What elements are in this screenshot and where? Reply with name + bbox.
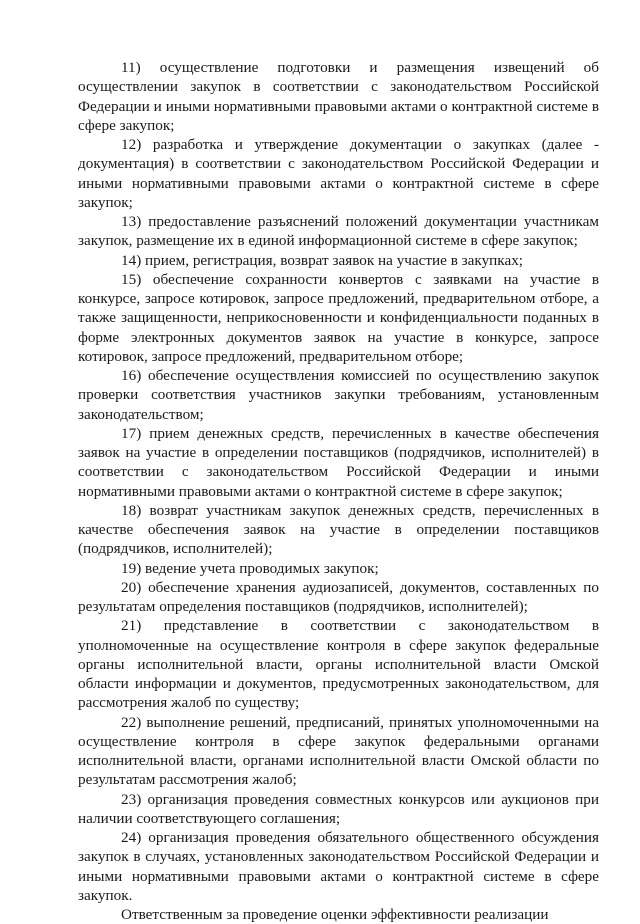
paragraph-item-22: 22) выполнение решений, предписаний, принятых уполномоченными на осуществление контроля в сфере закупок федеральными органами исполнительной власти, органами исполнительной власти Омской области по результатам рассмотрения жалоб;	[78, 713, 599, 789]
paragraph-item-16: 16) обеспечение осуществления комиссией по осуществлению закупок проверки соответствия участников закупки требованиям, установленным законодательством;	[78, 367, 599, 423]
paragraph-item-18: 18) возврат участникам закупок денежных средств, перечисленных в качестве обеспечения заявок на участие в определении поставщиков (подрядчиков, исполнителей);	[78, 501, 599, 558]
paragraph-item-12: 12) разработка и утверждение документации о закупках (далее - документация) в соответствии с законодательством Российской Федерации и иными нормативными правовыми актами о контрактной системе в сфере закупок;	[78, 136, 599, 211]
document-body	[78, 58, 599, 924]
paragraph-item-24: 24) организация проведения обязательного общественного обсуждения закупок в случаях, установленных законодательством Российской Федерации и иными нормативными правовыми актами о контрактной системе в сфере закупок.	[78, 829, 599, 904]
paragraph-item-11: 11) осуществление подготовки и размещения извещений об осуществлении закупок в соответствии с законодательством Российской Федерации и иными нормативными правовыми актами о контрактной системе в сфере закупок;	[78, 59, 599, 134]
paragraph-item-19: 19) ведение учета проводимых закупок;	[121, 559, 379, 577]
paragraph-item-20: 20) обеспечение хранения аудиозаписей, документов, составленных по результатам определения поставщиков (подрядчиков, исполнителей);	[78, 578, 599, 615]
paragraph-item-13: 13) предоставление разъяснений положений документации участникам закупок, размещение их в единой информационной системе в сфере закупок;	[78, 213, 599, 250]
paragraph-item-14: 14) прием, регистрация, возврат заявок на участие в закупках;	[121, 251, 524, 269]
paragraph-item-17: 17) прием денежных средств, перечисленных в качестве обеспечения заявок на участие в определении поставщиков (подрядчиков, исполнителей) в соответствии с законодательством Российской Федерации и иными нормативными правовыми актами о контрактной системе в сфере закупок;	[78, 424, 599, 500]
paragraph-item-15: 15) обеспечение сохранности конвертов с заявками на участие в конкурсе, запросе котировок, запросе предложений, предварительном отборе, а также защищенности, неприкосновенности и конфиденциальности поданных в форме электронных документов заявок на участие в конкурсе, запросе котировок, запросе предложений, предварительном отборе;	[78, 270, 599, 365]
paragraph-item-23: 23) организация проведения совместных конкурсов или аукционов при наличии соответствующего соглашения;	[78, 790, 599, 827]
closing-paragraph: Ответственным за проведение оценки эффективности реализации	[121, 906, 549, 923]
paragraph-item-21: 21) представление в соответствии с законодательством в уполномоченные на осуществление контроля в сфере закупок федеральные органы исполнительной власти, органы исполнительной власти Омской области информации и документов, предусмотренных законодательством, для рассмотрения жалоб по существу;	[78, 617, 599, 712]
